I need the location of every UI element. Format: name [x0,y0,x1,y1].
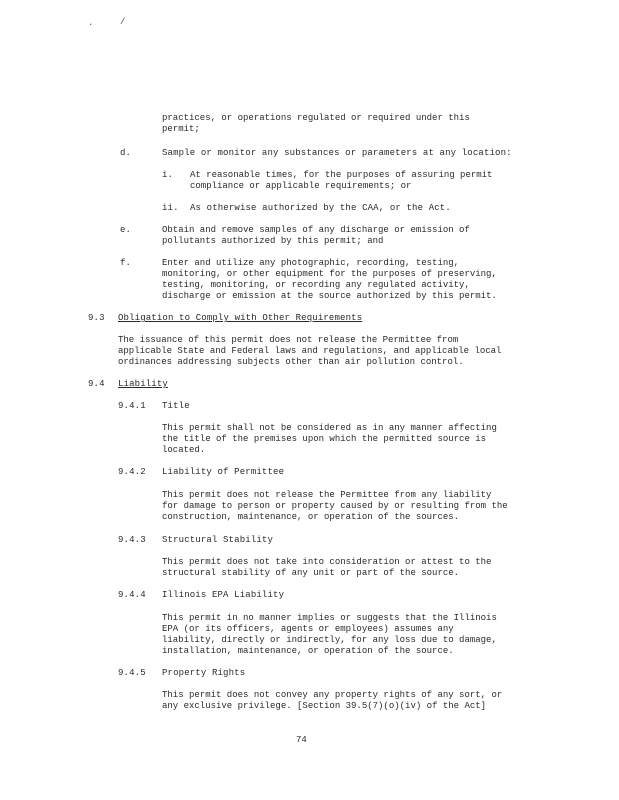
section-9-3-heading: Obligation to Comply with Other Requirements [118,313,363,323]
text-line: Obtain and remove samples of any discharge or emission of [162,225,470,235]
text-line: At reasonable times, for the purposes of assuring permit [190,170,493,180]
text-line: installation, maintenance, or operation of the source. [162,646,454,656]
subsection-9-4-1-number: 9.4.1 [118,401,146,411]
text-line: permit; [162,124,200,134]
text-line: applicable State and Federal laws and regulations, and applicable local [118,346,502,356]
subsection-9-4-2-body [162,490,508,523]
text-line: pollutants authorized by this permit; and [162,236,384,246]
item-d-ii-text: As otherwise authorized by the CAA, or the Act. [190,203,451,213]
text-line: located. [162,445,206,455]
item-e-label: e. [120,225,132,235]
text-line: monitoring, or other equipment for the purposes of preserving, [162,269,497,279]
subsection-9-4-2-number: 9.4.2 [118,467,146,477]
item-e-text [162,225,470,247]
text-line: The issuance of this permit does not release the Permittee from [118,335,459,345]
section-9-4-number: 9.4 [88,379,105,389]
subsection-9-4-4-body [162,613,497,657]
subsection-9-4-4-title: Illinois EPA Liability [162,590,285,600]
text-line: liability, directly or indirectly, for any loss due to damage, [162,635,497,645]
text-line: structural stability of any unit or part of the source. [162,568,460,578]
section-9-4-heading: Liability [118,379,168,389]
subsection-9-4-4-number: 9.4.4 [118,590,146,600]
text-line: This permit in no manner implies or suggests that the Illinois [162,613,497,623]
subsection-9-4-1-title: Title [162,401,190,411]
section-9-3-body [118,335,501,368]
text-line: discharge or emission at the source authorized by this permit. [162,291,497,301]
text-line: EPA (or its officers, agents or employees) assumes any [162,624,454,634]
text-line: This permit does not take into consideration or attest to the [162,557,492,567]
item-d-text: Sample or monitor any substances or parameters at any location: [162,148,512,158]
text-line: Enter and utilize any photographic, recording, testing, [162,258,460,268]
subsection-9-4-5-title: Property Rights [162,668,246,678]
text-line: the title of the premises upon which the permitted source is [162,434,487,444]
item-d-i-label: i. [162,170,174,180]
subsection-9-4-5-number: 9.4.5 [118,668,146,678]
subsection-9-4-5-body [162,690,502,712]
item-f-text [162,258,497,302]
text-line: compliance or applicable requirements; or [190,181,412,191]
text-line: any exclusive privilege. [Section 39.5(7)(o)(iv) of the Act] [162,701,487,711]
text-line: testing, monitoring, or recording any regulated activity, [162,280,470,290]
text-line: practices, or operations regulated or required under this [162,113,470,123]
subsection-9-4-2-title: Liability of Permittee [162,467,285,477]
item-d-i-text [190,170,492,192]
text-line: for damage to person or property caused by or resulting from the [162,501,508,511]
item-c-continuation [162,113,470,135]
text-line: construction, maintenance, or operation of the sources. [162,512,460,522]
text-line: ordinances addressing subjects other than air pollution control. [118,357,464,367]
section-9-3-number: 9.3 [88,313,105,323]
subsection-9-4-3-title: Structural Stability [162,535,274,545]
text-line: This permit shall not be considered as in any manner affecting [162,423,497,433]
subsection-9-4-3-number: 9.4.3 [118,535,146,545]
text-line: This permit does not convey any property rights of any sort, or [162,690,503,700]
subsection-9-4-3-body [162,557,491,579]
item-d-label: d. [120,148,132,158]
text-line: This permit does not release the Permittee from any liability [162,490,492,500]
page-number: 74 [296,735,307,745]
scan-mark-right: / [120,17,126,27]
item-f-label: f. [120,258,132,268]
subsection-9-4-1-body [162,423,497,456]
scan-mark-left: . [88,18,94,28]
item-d-ii-label: ii. [162,203,179,213]
